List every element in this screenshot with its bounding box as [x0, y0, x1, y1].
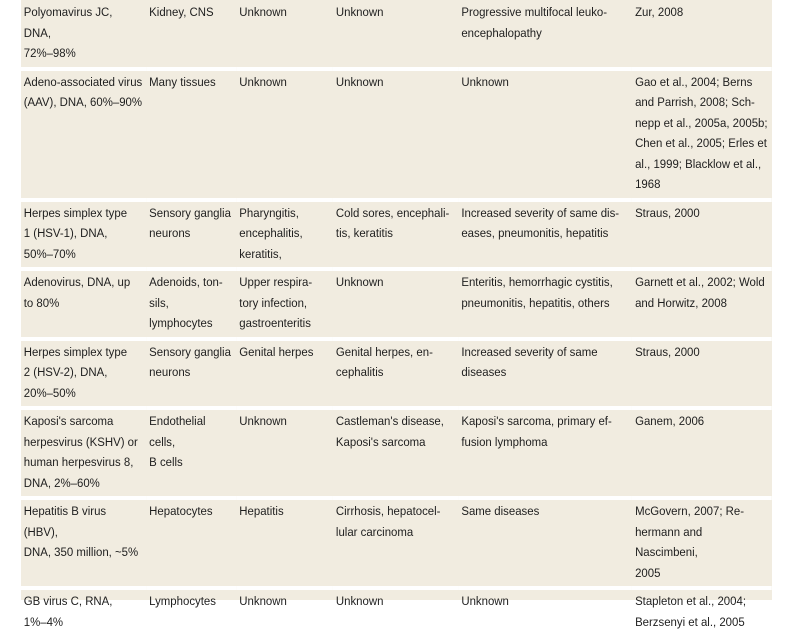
references-text: Stapleton et al., 2004; Berzsenyi et al., 2005 [635, 594, 746, 629]
references-text: Garnett et al., 2002; Wold and Horwitz, 2008 [635, 275, 765, 310]
table-body [21, 0, 772, 637]
site-cell [146, 200, 236, 270]
immunosuppressed-disease-text: Unknown [461, 74, 509, 89]
table-row [21, 588, 772, 637]
virus-text: Hepatitis B virus (HBV), DNA, 350 million, ~5% [23, 504, 139, 559]
virus-cell [21, 0, 146, 69]
references-text: Zur, 2008 [635, 5, 684, 19]
rare-disease-text: Genital herpes, en- cephalitis [335, 344, 433, 379]
rare-disease-cell [333, 200, 458, 270]
references-text: Ganem, 2006 [635, 414, 705, 428]
site-text: Many tissues [149, 74, 216, 89]
site-text: Adenoids, ton- sils, lymphocytes [149, 275, 223, 330]
references-text: McGovern, 2007; Re- hermann and Nascimbeni, 2005 [635, 504, 745, 580]
virus-text: Adeno-associated virus (AAV), DNA, 60%–90% [23, 74, 143, 109]
rare-disease-cell [333, 0, 458, 69]
table-row [21, 408, 772, 498]
virus-cell [21, 588, 146, 637]
references-text: Gao et al., 2004; Berns and Parrish, 2008; Sch- nepp et al., 2005a, 2005b; Chen et al., 2005; Erles et al., 1999; Blacklow et al., 1968 [635, 74, 768, 191]
immunosuppressed-disease-cell [459, 339, 633, 409]
primary-disease-cell [237, 200, 334, 270]
rare-disease-cell [333, 498, 458, 588]
virus-text: Kaposi's sarcoma herpesvirus (KSHV) or human herpesvirus 8, DNA, 2%–60% [23, 414, 138, 490]
table-row [21, 69, 772, 200]
primary-disease-cell [237, 339, 334, 409]
virus-table [21, 0, 772, 639]
immunosuppressed-disease-text: Enteritis, hemorrhagic cystitis, pneumonitis, hepatitis, others [461, 275, 613, 310]
site-cell [146, 588, 236, 637]
table-row [21, 269, 772, 339]
site-text: Sensory ganglia neurons [149, 205, 231, 240]
rare-disease-text: Cold sores, encephali- tis, keratitis [335, 205, 450, 240]
rare-disease-cell [333, 269, 458, 339]
primary-disease-cell [237, 588, 334, 637]
table-row [21, 0, 772, 69]
site-cell [146, 69, 236, 200]
immunosuppressed-disease-text: Same diseases [461, 504, 540, 518]
references-text: Straus, 2000 [635, 205, 700, 220]
rare-disease-text: Castleman's disease, Kaposi's sarcoma [335, 414, 444, 449]
virus-cell [21, 200, 146, 270]
references-cell [632, 200, 771, 270]
primary-disease-text: Pharyngitis, encephalitis, keratitis, [239, 205, 303, 261]
rare-disease-cell [333, 408, 458, 498]
immunosuppressed-disease-cell [459, 498, 633, 588]
site-text: Endothelial cells, B cells [149, 414, 206, 469]
immunosuppressed-disease-cell [459, 588, 633, 637]
primary-disease-text: Upper respira- tory infection, gastroenteritis [239, 275, 313, 330]
virus-cell [21, 269, 146, 339]
references-cell [632, 269, 771, 339]
rare-disease-text: Unknown [335, 74, 384, 89]
site-cell [146, 339, 236, 409]
virus-text: Adenovirus, DNA, up to 80% [23, 275, 131, 310]
primary-disease-text: Unknown [239, 594, 287, 608]
references-cell [632, 588, 771, 637]
rare-disease-cell [333, 69, 458, 200]
site-text: Kidney, CNS [149, 5, 214, 19]
rare-disease-text: Unknown [335, 275, 384, 289]
virus-text: GB virus C, RNA, 1%–4% [23, 594, 113, 629]
rare-disease-text: Unknown [335, 594, 384, 608]
rare-disease-text: Unknown [335, 5, 384, 19]
references-cell [632, 69, 771, 200]
primary-disease-cell [237, 408, 334, 498]
primary-disease-cell [237, 498, 334, 588]
virus-text: Herpes simplex type 2 (HSV-2), DNA, 20%–50% [23, 344, 128, 400]
rare-disease-cell [333, 588, 458, 637]
immunosuppressed-disease-cell [459, 200, 633, 270]
primary-disease-text: Unknown [239, 414, 287, 428]
immunosuppressed-disease-cell [459, 408, 633, 498]
immunosuppressed-disease-text: Increased severity of same dis- eases, pneumonitis, hepatitis [461, 205, 620, 240]
immunosuppressed-disease-cell [459, 69, 633, 200]
immunosuppressed-disease-text: Kaposi's sarcoma, primary ef- fusion lymphoma [461, 414, 612, 449]
primary-disease-text: Hepatitis [239, 504, 284, 518]
site-text: Hepatocytes [149, 504, 213, 518]
site-cell [146, 0, 236, 69]
references-text: Straus, 2000 [635, 344, 700, 359]
primary-disease-text: Unknown [239, 74, 287, 89]
virus-cell [21, 69, 146, 200]
virus-cell [21, 498, 146, 588]
references-cell [632, 408, 771, 498]
rare-disease-cell [333, 339, 458, 409]
references-cell [632, 0, 771, 69]
references-cell [632, 339, 771, 409]
table-row [21, 200, 772, 270]
virus-cell [21, 339, 146, 409]
immunosuppressed-disease-cell [459, 0, 633, 69]
site-cell [146, 498, 236, 588]
virus-text: Herpes simplex type 1 (HSV-1), DNA, 50%–70% [23, 205, 128, 261]
virus-cell [21, 408, 146, 498]
primary-disease-cell [237, 0, 334, 69]
immunosuppressed-disease-text: Progressive multifocal leuko- encephalopathy [461, 5, 608, 40]
virus-text: Polyomavirus JC, DNA, 72%–98% [23, 5, 113, 60]
primary-disease-text: Genital herpes [239, 344, 314, 359]
site-cell [146, 408, 236, 498]
primary-disease-cell [237, 69, 334, 200]
immunosuppressed-disease-text: Unknown [461, 594, 509, 608]
table-row [21, 498, 772, 588]
immunosuppressed-disease-text: Increased severity of same diseases [461, 344, 598, 379]
site-text: Sensory ganglia neurons [149, 344, 231, 379]
rare-disease-text: Cirrhosis, hepatocel- lular carcinoma [335, 504, 441, 539]
primary-disease-text: Unknown [239, 5, 287, 19]
primary-disease-cell [237, 269, 334, 339]
site-text: Lymphocytes [149, 594, 216, 608]
table-row [21, 339, 772, 409]
immunosuppressed-disease-cell [459, 269, 633, 339]
references-cell [632, 498, 771, 588]
site-cell [146, 269, 236, 339]
